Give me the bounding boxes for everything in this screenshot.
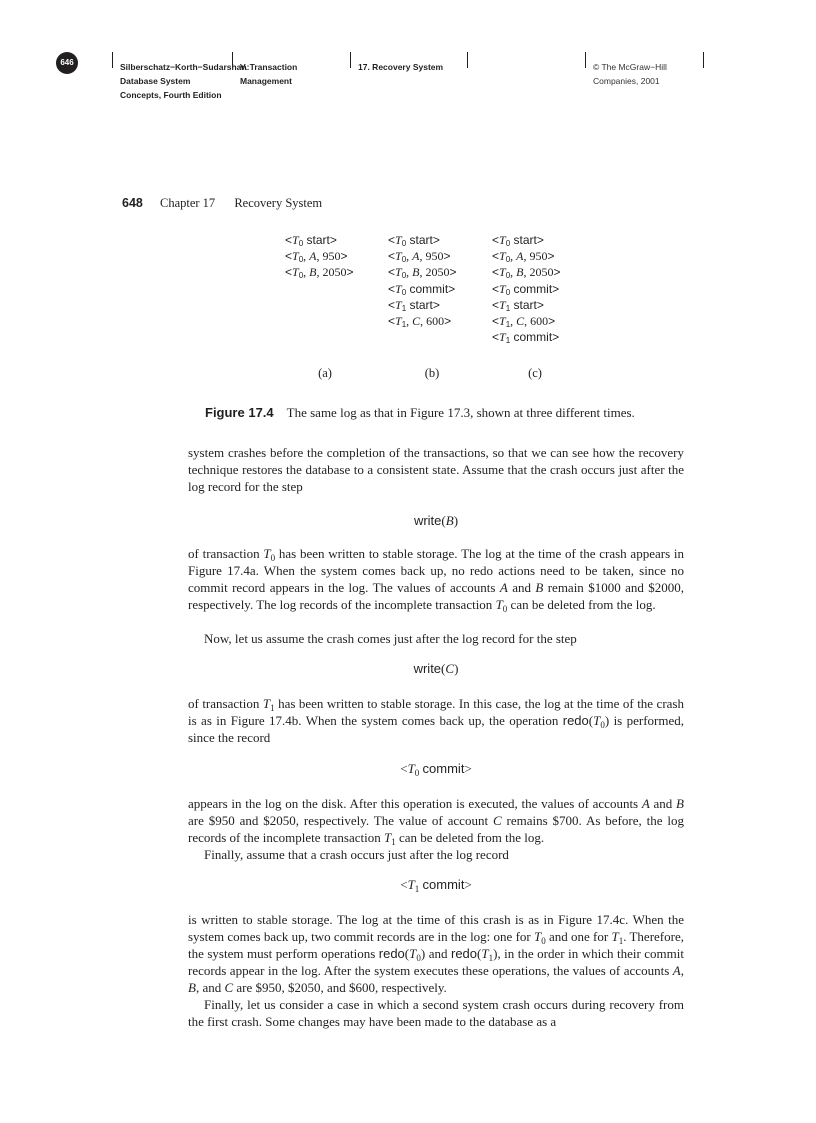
figure-label: Figure 17.4	[205, 405, 274, 420]
figure-subcaption-c: (c)	[528, 366, 542, 380]
log-record: $<T_1$ start>	[388, 297, 440, 313]
display-write-c: write(C)	[413, 661, 459, 676]
page-badge: 646	[56, 52, 78, 74]
header-part: V. Transaction Management	[240, 62, 298, 86]
display-write-b: write(B)	[413, 513, 459, 528]
log-record: $<T_0$, B, 2050>	[492, 265, 561, 281]
paragraph: Finally, let us consider a case in which a second system crash occurs during recovery from the first crash. Some changes may have been made to the database as a	[188, 997, 684, 1029]
header-divider	[585, 52, 586, 68]
chapter-title: Recovery System	[234, 196, 323, 210]
log-record: $<T_0$ start>	[492, 233, 544, 248]
log-record: $<T_0$, A, 950>	[388, 249, 451, 265]
page-number: 648	[122, 196, 143, 210]
paragraph: appears in the log on the disk. After this operation is executed, the values of accounts A and B are $950 and $2050, respectively. The value of account C remains $700. As before, the log records of the incomplete transaction $T_1$ can be deleted from the log.	[188, 796, 684, 847]
paragraph: of transaction $T_1$ has been written to stable storage. In this case, the log at the time of the crash is as in Figure 17.4b. When the system comes back up, the operation $redo(T_0)$ is performed, since the record	[188, 696, 685, 745]
header-copyright: © The McGraw−Hill Companies, 2001	[593, 62, 667, 86]
log-record: $<T_0$, A, 950>	[492, 249, 555, 265]
log-record: $<T_1$ commit>	[492, 330, 560, 346]
header-chapter: 17. Recovery System	[358, 62, 444, 72]
paragraph: Now, let us assume the crash comes just after the log record for the step	[204, 631, 577, 646]
paragraph: system crashes before the completion of the transactions, so that we can see how the recovery technique restores the database to a consistent state. Assume that the crash occurs just after the log record for the step	[188, 445, 684, 494]
log-record: $<T_0$, B, 2050>	[285, 265, 354, 281]
log-record: $<T_1$, C, 600>	[492, 314, 556, 330]
log-record: $<T_0$, B, 2050>	[388, 265, 457, 281]
paragraph: of transaction $T_0$ has been written to stable storage. The log at the time of the crash appears in Figure 17.4a. When the system comes back up, no redo actions need to be taken, since no commit record appears in the log. The values of accounts A and B remain $1000 and $2000, respectively. The log records of the incomplete transaction $T_0$ can be deleted from the log.	[188, 546, 684, 614]
log-record: $<T_1$, C, 600>	[388, 314, 452, 330]
log-column-a	[285, 232, 354, 281]
log-record: $<T_0$ commit>	[492, 281, 560, 297]
display-commit-t1: $<T_1$ commit>	[400, 877, 472, 894]
header-divider	[112, 52, 113, 68]
paragraph: Finally, assume that a crash occurs just after the log record	[204, 847, 509, 862]
log-record: $<T_0$ start>	[285, 233, 337, 248]
figure-subcaption-b: (b)	[424, 366, 440, 380]
header-divider	[350, 52, 351, 68]
log-column-c	[492, 232, 561, 345]
chapter-label: Chapter 17	[159, 196, 216, 210]
figure-caption-text: The same log as that in Figure 17.3, shown at three different times.	[286, 405, 635, 420]
running-head	[122, 196, 322, 211]
log-record: $<T_0$ start>	[388, 233, 440, 248]
log-record: $<T_1$ start>	[492, 297, 544, 313]
header-book-title: Silberschatz−Korth−Sudarshan: Database System Concepts, Fourth Edition	[120, 62, 250, 100]
header-divider	[703, 52, 704, 68]
display-commit-t0: $<T_0$ commit>	[400, 761, 472, 778]
header-divider	[467, 52, 468, 68]
figure-subcaption-a: (a)	[318, 366, 332, 380]
log-record: $<T_0$ commit>	[388, 281, 456, 297]
log-column-b	[388, 232, 457, 329]
paragraph: is written to stable storage. The log at the time of this crash is as in Figure 17.4c. When the system comes back up, two commit records are in the log: one for $T_0$ and one for $T_1$. Therefore, the system must perform operations $redo(T_0)$ and $redo(T_1)$, in the order in which their commit records appear in the log. After the system executes these operations, the values of accounts A, B, and C are $950, $2050, and $600, respectively.	[188, 912, 684, 995]
figure-caption	[205, 405, 635, 421]
log-record: $<T_0$, A, 950>	[285, 249, 348, 265]
